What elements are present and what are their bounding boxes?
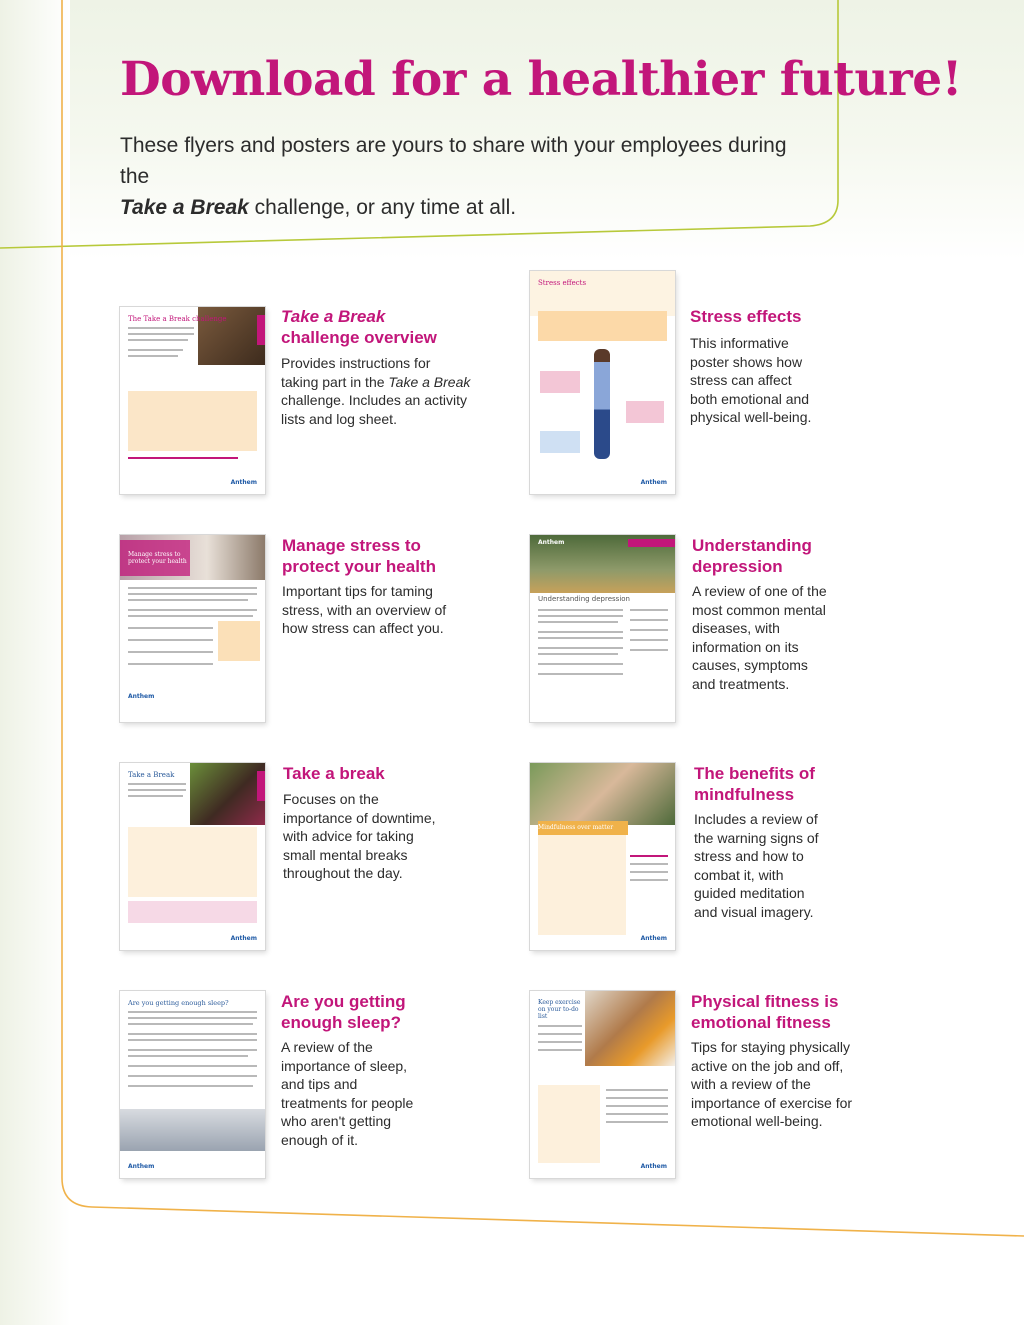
item-title-understanding-depression: Understanding depression bbox=[692, 536, 812, 576]
thumbnail-callout bbox=[218, 621, 260, 661]
item-description-understanding-depression: A review of one of the most common mental diseases, with information on its causes, symptoms and treatments. bbox=[692, 583, 827, 692]
thumbnail-tag bbox=[628, 539, 675, 547]
thumbnail-heading: Manage stress to protect your health bbox=[128, 551, 187, 565]
logo: Anthem bbox=[128, 1163, 155, 1170]
thumbnail-label-box bbox=[540, 371, 580, 393]
item-description-enough-sleep: A review of the importance of sleep, and tips and treatments for people who aren't getting enough of it. bbox=[281, 1039, 414, 1148]
thumbnail-heading: Understanding depression bbox=[538, 595, 630, 603]
logo: Anthem bbox=[640, 479, 667, 486]
manage-stress-flyer-thumbnail[interactable] bbox=[120, 535, 265, 722]
thumbnail-activity-table bbox=[128, 391, 257, 451]
thumbnail-heading: Are you getting enough sleep? bbox=[128, 999, 229, 1007]
logo: Anthem bbox=[230, 935, 257, 942]
logo: Anthem bbox=[128, 693, 155, 700]
thumbnail-header-band bbox=[530, 271, 675, 316]
item-title-manage-stress: Manage stress to protect your health bbox=[282, 536, 436, 576]
item-description-challenge-overview: Provides instructions for taking part in the Take a Break challenge. Includes an activity lists and log sheet. bbox=[281, 355, 471, 427]
thumbnail-icon-row bbox=[128, 901, 257, 923]
item-title-physical-fitness: Physical fitness is emotional fitness bbox=[691, 992, 839, 1032]
item-title-challenge-overview: Take a Break challenge overview bbox=[281, 307, 437, 347]
thumbnail-tips-box bbox=[128, 827, 257, 897]
item-description-physical-fitness: Tips for staying physically active on the job and off, with a review of the importance of exercise for emotional well-being. bbox=[691, 1039, 853, 1129]
mindfulness-flyer-thumbnail[interactable] bbox=[530, 763, 675, 950]
thumbnail-heading: Mindfulness over matter bbox=[538, 824, 614, 831]
item-title-mindfulness: The benefits of mindfulness bbox=[694, 764, 815, 804]
thumbnail-heading: Take a Break bbox=[128, 771, 175, 779]
thumbnail-accent bbox=[257, 315, 265, 345]
thumbnail-heading: Stress effects bbox=[538, 279, 587, 287]
item-title-stress-effects: Stress effects bbox=[690, 307, 802, 326]
thumbnail-callout bbox=[538, 311, 667, 341]
thumbnail-heading: The Take a Break challenge bbox=[128, 315, 227, 323]
page-title: Download for a healthier future! bbox=[120, 52, 962, 107]
thumbnail-label-box bbox=[626, 401, 664, 423]
item-title-take-a-break: Take a break bbox=[283, 764, 385, 783]
thumbnail-heading: Keep exercise on your to-do list bbox=[538, 999, 581, 1020]
thumbnail-label-box bbox=[540, 431, 580, 453]
thumbnail-accent bbox=[257, 771, 265, 801]
stress-effects-poster-thumbnail[interactable] bbox=[530, 271, 675, 494]
thumbnail-photo bbox=[120, 1109, 265, 1151]
sleep-flyer-thumbnail[interactable] bbox=[120, 991, 265, 1178]
thumbnail-text-panel bbox=[538, 1085, 600, 1163]
take-a-break-challenge-flyer-thumbnail[interactable] bbox=[120, 307, 265, 494]
item-description-manage-stress: Important tips for taming stress, with an overview of how stress can affect you. bbox=[282, 583, 447, 636]
logo: Anthem bbox=[538, 539, 565, 546]
thumbnail-figure bbox=[594, 349, 610, 459]
take-a-break-flyer-thumbnail[interactable] bbox=[120, 763, 265, 950]
thumbnail-photo bbox=[190, 763, 265, 825]
exercise-flyer-thumbnail[interactable] bbox=[530, 991, 675, 1178]
understanding-depression-flyer-thumbnail[interactable] bbox=[530, 535, 675, 722]
logo: Anthem bbox=[230, 479, 257, 486]
item-title-enough-sleep: Are you getting enough sleep? bbox=[281, 992, 406, 1032]
thumbnail-text-panel bbox=[538, 835, 626, 935]
item-description-stress-effects: This informative poster shows how stress can affect both emotional and physical well-being. bbox=[690, 335, 812, 425]
logo: Anthem bbox=[640, 935, 667, 942]
logo: Anthem bbox=[640, 1163, 667, 1170]
item-description-take-a-break: Focuses on the importance of downtime, with advice for taking small mental breaks throughout the day. bbox=[283, 791, 436, 881]
item-description-mindfulness: Includes a review of the warning signs of stress and how to combat it, with guided meditation and visual imagery. bbox=[694, 811, 819, 920]
intro-text: These flyers and posters are yours to share with your employees during the Take a Break challenge, or any time at all. bbox=[120, 134, 787, 219]
thumbnail-photo bbox=[585, 991, 675, 1066]
thumbnail-photo bbox=[530, 763, 675, 825]
